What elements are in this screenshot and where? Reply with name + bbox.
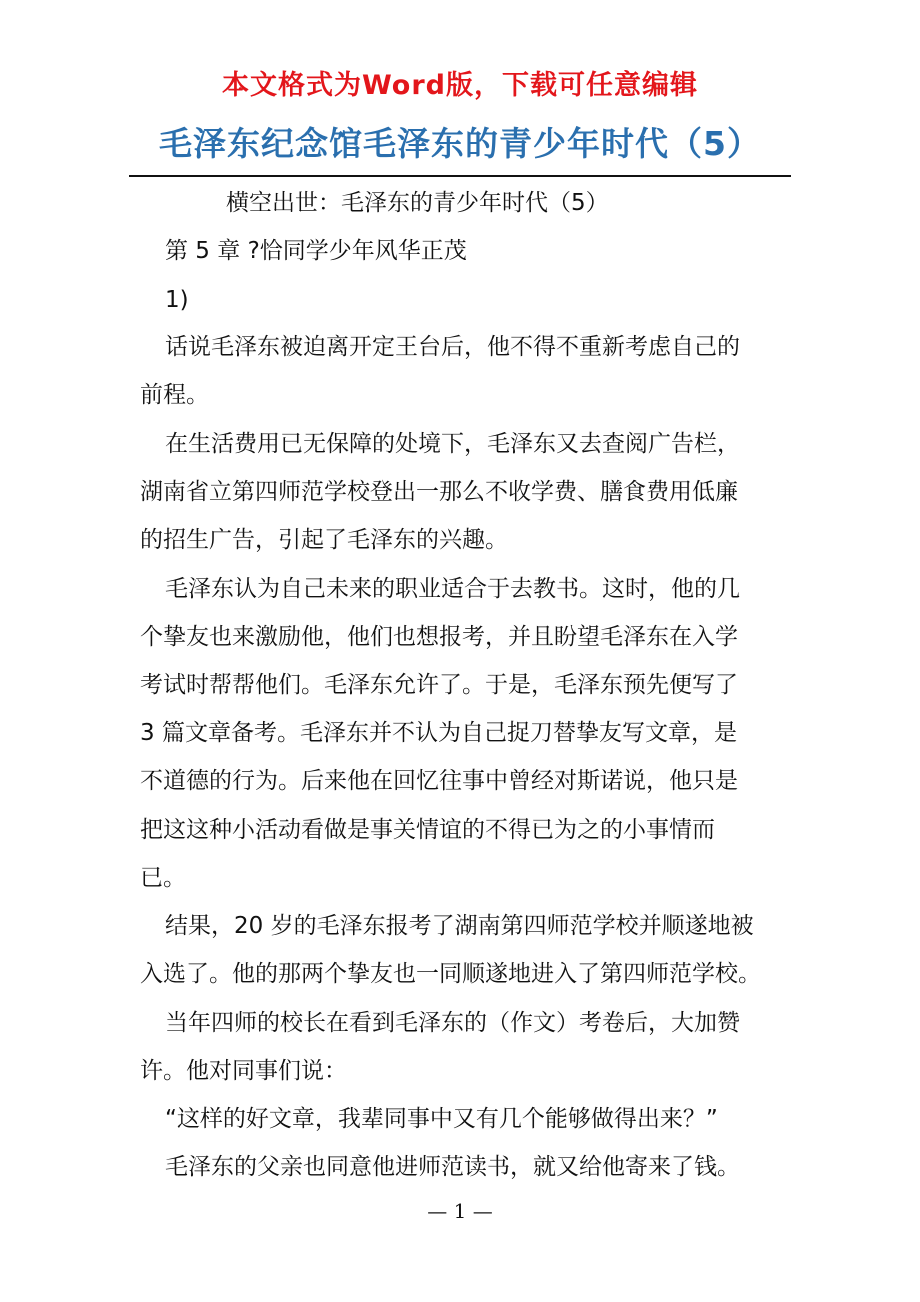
paragraph-line: 个挚友也来激励他，他们也想报考，并且盼望毛泽东在入学 <box>140 624 738 650</box>
paragraph-line: 不道德的行为。后来他在回忆往事中曾经对斯诺说，他只是 <box>140 768 738 794</box>
paragraph-line: 许。他对同事们说： <box>140 1058 347 1084</box>
paragraph-line: 把这这种小活动看做是事关情谊的不得已为之的小事情而 <box>140 817 715 843</box>
paragraph-line: 的招生广告，引起了毛泽东的兴趣。 <box>140 527 508 553</box>
paragraph-line: 3 篇文章备考。毛泽东并不认为自己捉刀替挚友写文章，是 <box>140 720 737 746</box>
paragraph-line: 在生活费用已无保障的处境下，毛泽东又去查阅广告栏， <box>165 431 740 457</box>
paragraph-line: 话说毛泽东被迫离开定王台后，他不得不重新考虑自己的 <box>165 334 740 360</box>
paragraph-line: 前程。 <box>140 382 209 408</box>
paragraph-line: 入选了。他的那两个挚友也一同顺遂地进入了第四师范学校。 <box>140 961 761 987</box>
format-banner: 本文格式为Word版，下载可任意编辑 <box>221 70 698 101</box>
document-title: 毛泽东纪念馆毛泽东的青少年时代（5） <box>159 124 761 163</box>
page-number: — 1 — <box>427 1199 493 1223</box>
chapter-heading: 第 5 章 ?恰同学少年风华正茂 <box>165 238 467 264</box>
paragraph-line: 湖南省立第四师范学校登出一那么不收学费、膳食费用低廉 <box>140 479 738 505</box>
section-number: 1) <box>165 287 189 313</box>
paragraph-line: 结果，20 岁的毛泽东报考了湖南第四师范学校并顺遂地被 <box>165 913 754 939</box>
paragraph-line: 毛泽东认为自己未来的职业适合于去教书。这时，他的几 <box>165 576 740 602</box>
quotation-line: “这样的好文章，我辈同事中又有几个能够做得出来？” <box>165 1106 718 1132</box>
paragraph-line: 毛泽东的父亲也同意他进师范读书，就又给他寄来了钱。 <box>165 1154 740 1180</box>
subtitle-line: 横空出世：毛泽东的青少年时代（5） <box>226 190 609 216</box>
paragraph-line: 当年四师的校长在看到毛泽东的（作文）考卷后，大加赞 <box>165 1010 740 1036</box>
paragraph-line: 考试时帮帮他们。毛泽东允许了。于是，毛泽东预先便写了 <box>140 672 738 698</box>
title-rule <box>129 175 791 177</box>
paragraph-line: 已。 <box>140 865 186 891</box>
